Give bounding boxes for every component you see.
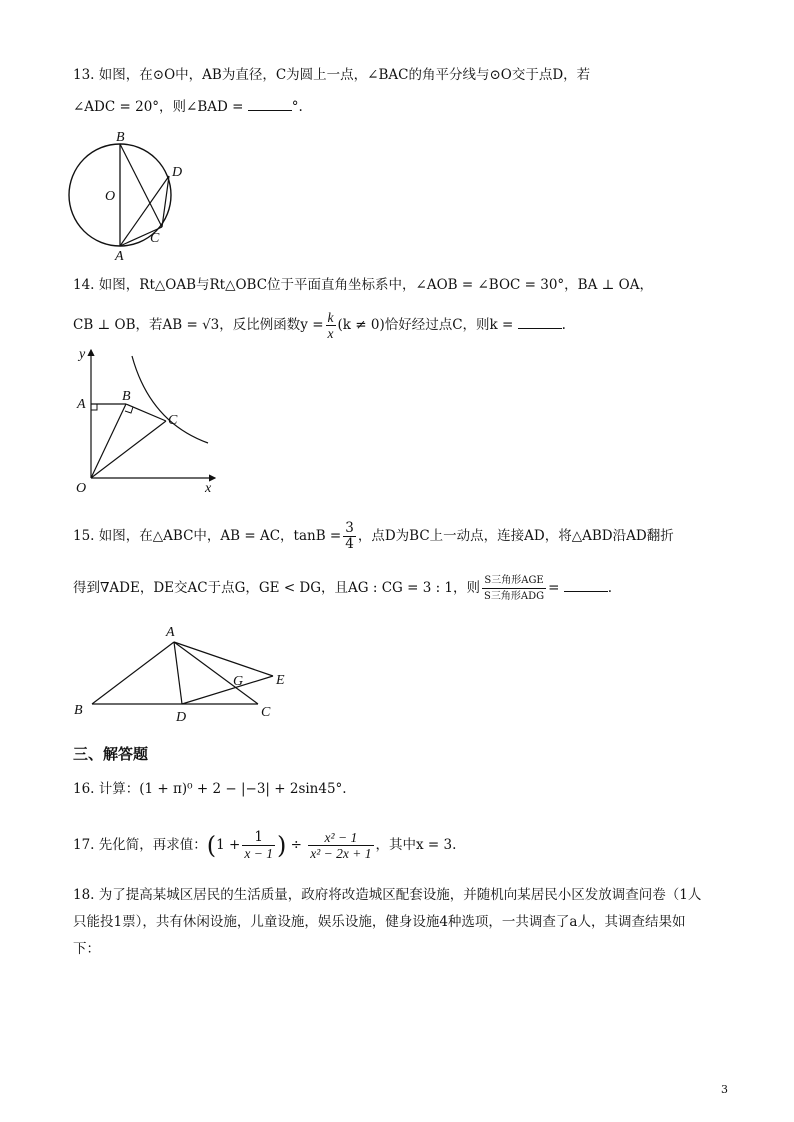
segment-ab <box>92 642 174 704</box>
q17-one-plus: 1 + <box>216 837 241 853</box>
segment-ac <box>174 642 258 704</box>
q15-text-2a: 得到∇ADE，DE交AC于点G，GE < DG，且AG : CG = 3 : 1，则 <box>73 580 481 596</box>
label-b: B <box>122 389 131 404</box>
q16-number: 16. <box>73 781 95 797</box>
label-a: A <box>115 249 124 263</box>
q16-text: 计算：(1 + π)⁰ + 2 − |−3| + 2sin45°. <box>98 781 347 797</box>
label-d: D <box>176 710 187 725</box>
q14-fraction: $\frac{k}{x}$ <box>327 310 334 341</box>
label-x: x <box>205 481 212 496</box>
segment-oc <box>91 421 166 478</box>
label-o: O <box>105 189 116 204</box>
q17-text-a: 先化简，再求值： <box>98 837 207 853</box>
label-y: y <box>79 347 86 362</box>
q14-answer-blank[interactable] <box>518 316 562 329</box>
q17-text-b: ，其中x = 3. <box>375 837 457 853</box>
segment-ae <box>174 642 273 676</box>
q16-line <box>73 780 347 798</box>
q18-text-3: 下： <box>73 941 100 957</box>
section-heading: 三、解答题 <box>73 745 149 763</box>
segment-ob <box>91 404 126 478</box>
q14-coordinate-figure <box>70 342 235 497</box>
segment-bc <box>126 404 166 421</box>
label-a: A <box>77 397 86 412</box>
right-angle-a <box>91 404 97 410</box>
q13-text-2a: ∠ADC = 20°，则∠BAD = <box>73 99 244 115</box>
q15-text-2c: . <box>607 580 613 596</box>
segment-bc <box>120 144 162 227</box>
q17-line: 17. 先化简，再求值：(1 + $\frac{1}{x - 1}$ ) ÷ $\frac{\text{x² − 1}}{\text{x² − 2x + 1}}$ ，其中x = 3. <box>73 829 457 861</box>
q14-number: 14. <box>73 277 95 293</box>
q14-line1 <box>73 276 653 294</box>
q14-text-1: 如图，Rt△OAB与Rt△OBC位于平面直角坐标系中，∠AOB = ∠BOC = 30°，BA ⊥ OA， <box>98 277 653 293</box>
q13-number: 13. <box>73 67 95 83</box>
q15-number: 15. <box>73 528 95 544</box>
label-c: C <box>261 705 271 720</box>
segment-ad <box>174 642 182 704</box>
q13-text-1: 如图，在⊙O中，AB为直径，C为圆上一点，∠BAC的角平分线与⊙O交于点D，若 <box>98 67 591 83</box>
q15-text-1b: ，点D为BC上一动点，连接AD，将△ABD沿AD翻折 <box>357 528 674 544</box>
q13-text-2b: °. <box>291 99 303 115</box>
label-c: C <box>168 413 178 428</box>
q17-fraction-1: $\frac{1}{x - 1}$ <box>244 829 273 861</box>
label-o: O <box>76 481 87 496</box>
q15-answer-blank[interactable] <box>564 579 608 592</box>
label-c: C <box>150 231 160 246</box>
label-a: A <box>166 625 175 640</box>
label-g: G <box>233 674 244 689</box>
q13-line1 <box>73 66 590 84</box>
hyperbola-curve <box>132 356 208 443</box>
page-number: 3 <box>721 1083 728 1096</box>
q14-text-2a: CB ⊥ OB，若AB = √3，反比例函数y = <box>73 317 324 333</box>
q17-fraction-2: $\frac{\text{x² − 1}}{\text{x² − 2x + 1}}$ <box>310 830 372 861</box>
q18-line1 <box>73 886 701 904</box>
segment-de <box>182 676 273 704</box>
q15-triangle-figure <box>68 620 298 725</box>
q15-area-ratio: $\frac{\text{S三角形AGE}}{\text{S三角形ADG}}$ <box>484 575 545 602</box>
q18-number: 18. <box>73 887 95 903</box>
q15-text-2b: = <box>548 580 560 596</box>
q15-text-1a: 如图，在△ABC中，AB = AC，tanB = <box>98 528 342 544</box>
label-b: B <box>116 130 125 145</box>
q14-text-2c: . <box>561 317 566 333</box>
right-angle-b <box>125 407 133 413</box>
q15-fraction: $\frac{3}{4}$ <box>345 520 354 552</box>
q17-number: 17. <box>73 837 95 853</box>
label-e: E <box>276 673 285 688</box>
q15-line1 <box>73 521 674 552</box>
q15-line2 <box>73 573 612 604</box>
q18-line2 <box>73 913 685 931</box>
q18-text-2: 只能投1票），共有休闲设施，儿童设施，娱乐设施，健身设施4种选项，一共调查了a人，其调查结果如 <box>73 914 686 930</box>
label-d: D <box>172 165 183 180</box>
q13-line2 <box>73 98 303 116</box>
q13-circle-figure <box>60 128 200 263</box>
q14-text-2b: (k ≠ 0)恰好经过点C，则k = <box>337 317 514 333</box>
q13-answer-blank[interactable] <box>248 98 292 111</box>
q17-divide: ÷ <box>290 837 302 853</box>
label-b: B <box>74 703 83 718</box>
q18-text-1: 为了提高某城区居民的生活质量，政府将改造城区配套设施，并随机向某居民小区发放调查问卷（1人 <box>98 887 702 903</box>
q14-line2 <box>73 310 566 341</box>
q18-line3 <box>73 940 100 958</box>
